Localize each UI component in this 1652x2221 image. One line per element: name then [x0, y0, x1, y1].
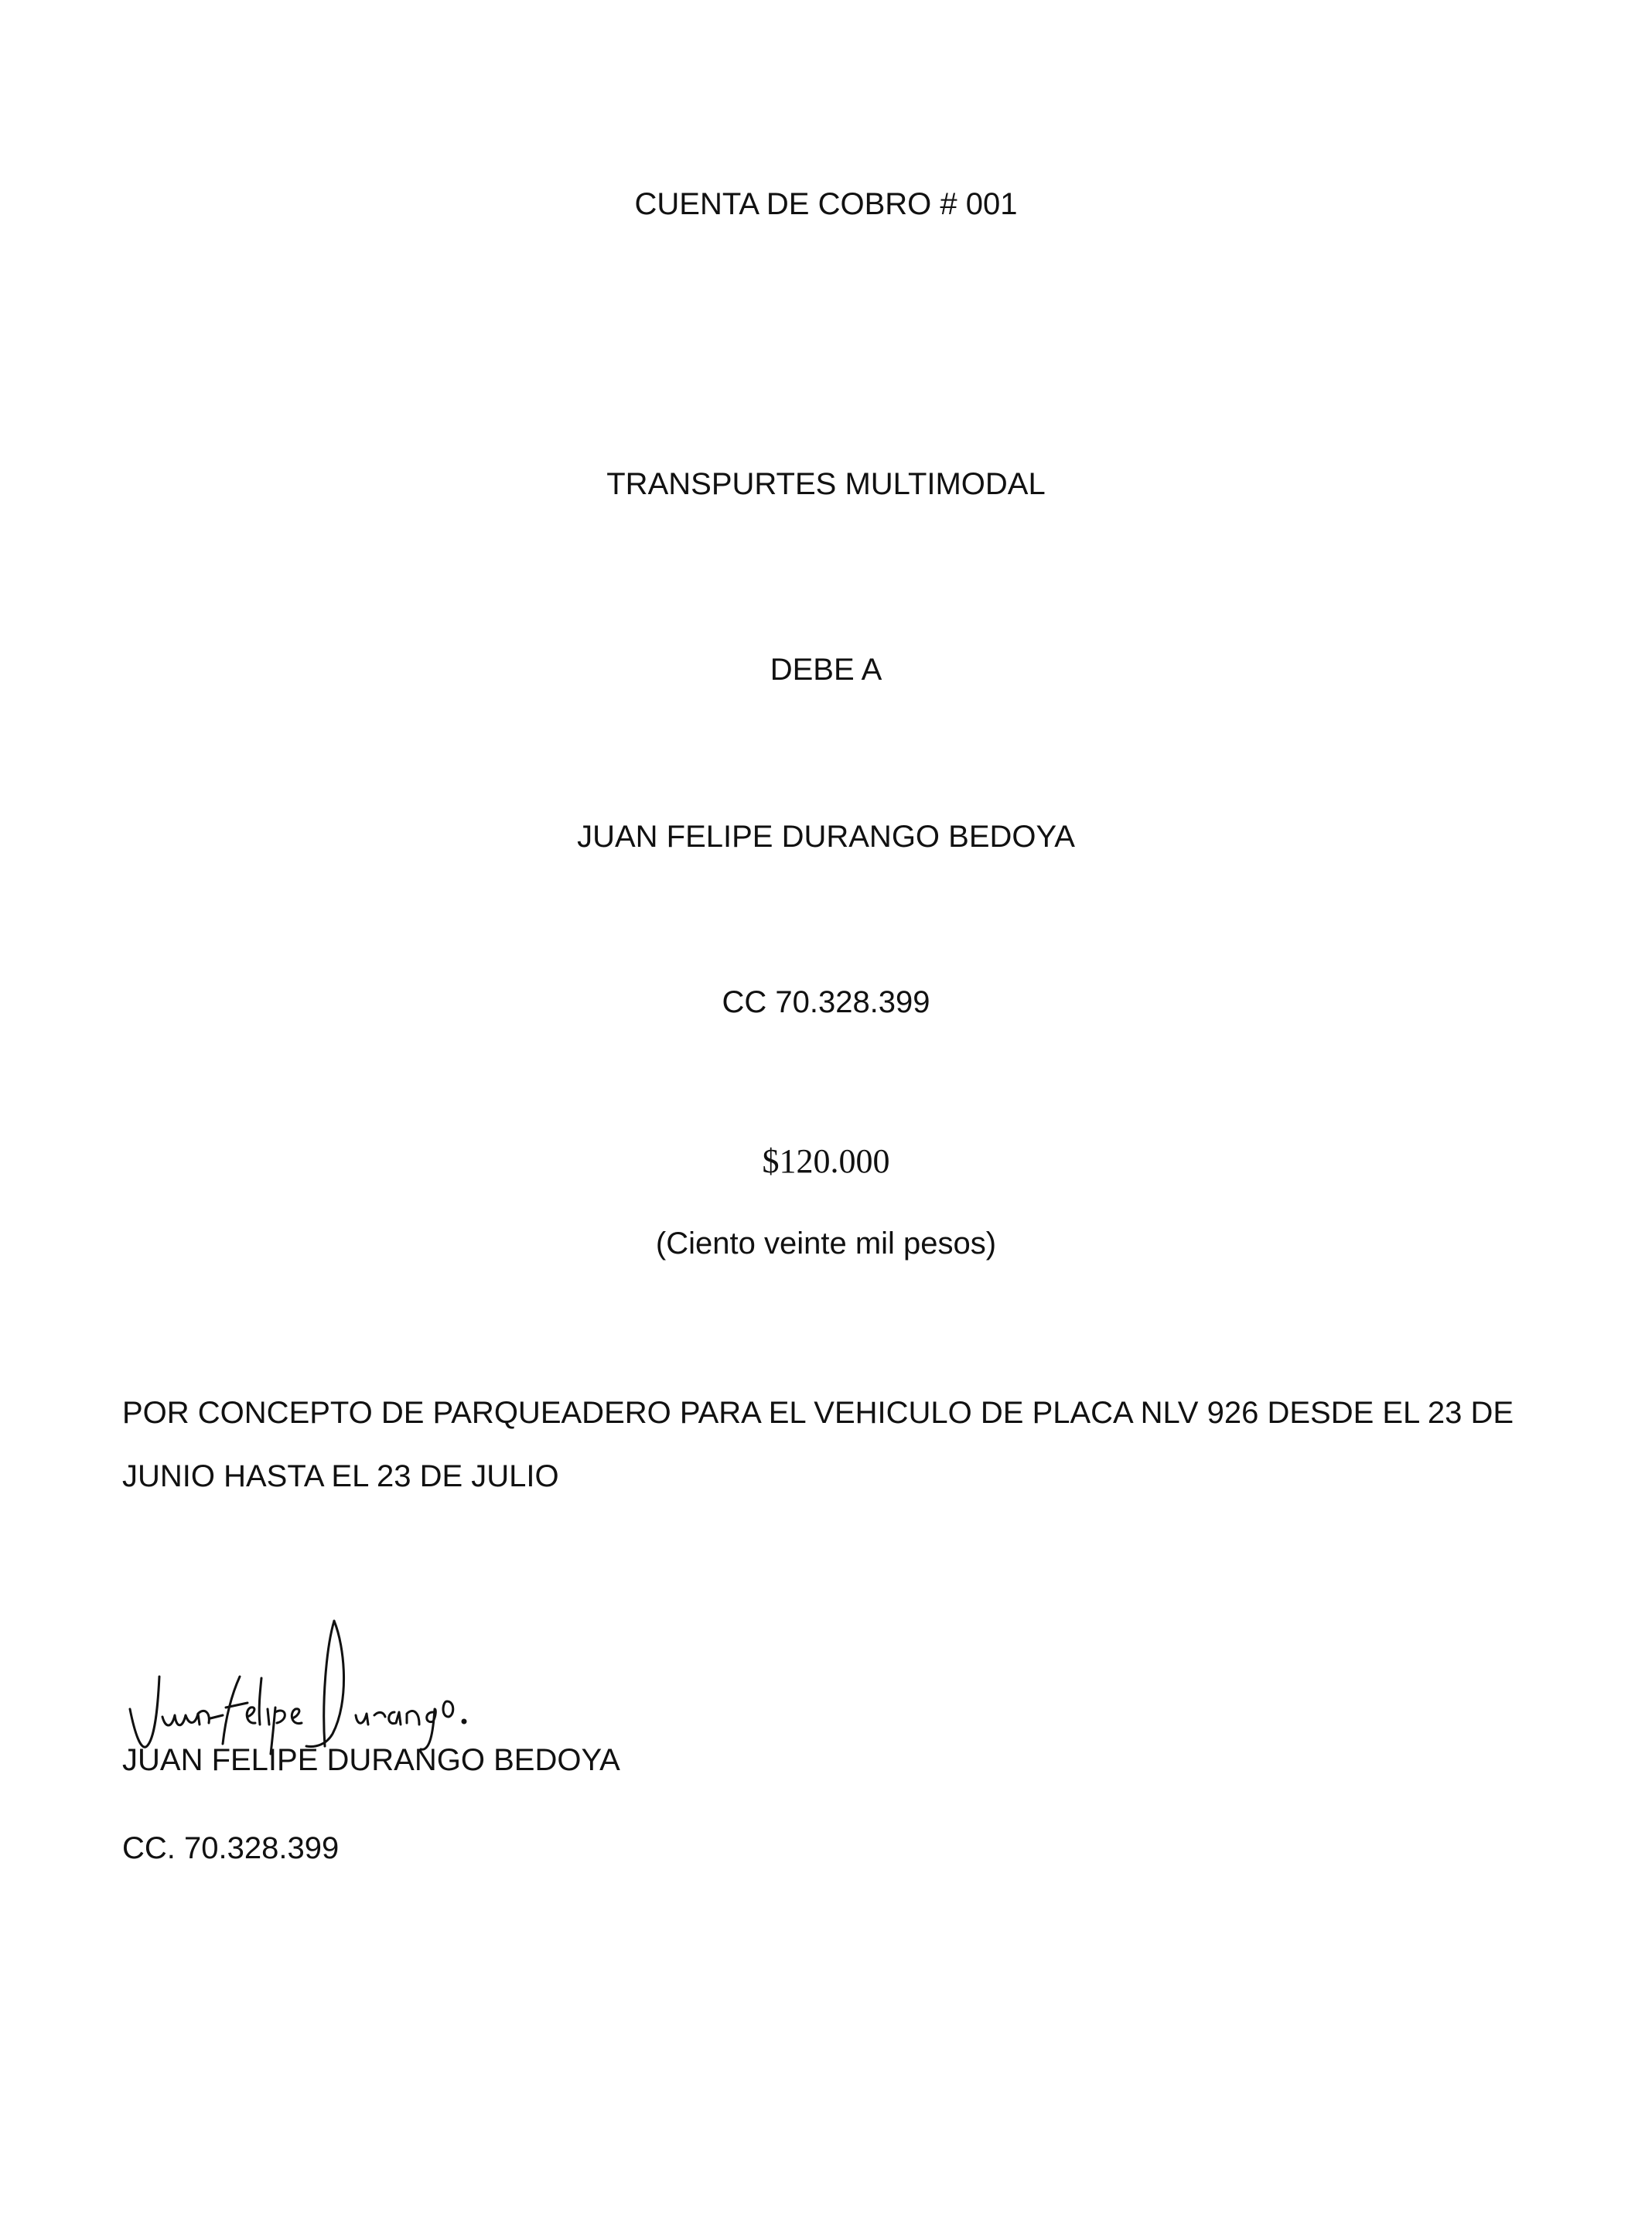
document-title: CUENTA DE COBRO # 001 — [634, 187, 1018, 221]
amount-in-words: (Ciento veinte mil pesos) — [655, 1226, 997, 1261]
debtor-company: TRANSPURTES MULTIMODAL — [606, 467, 1046, 501]
creditor-name: JUAN FELIPE DURANGO BEDOYA — [577, 820, 1075, 854]
concept-paragraph: POR CONCEPTO DE PARQUEADERO PARA EL VEHICULO DE PLACA NLV 926 DESDE EL 23 DE JUNIO HASTA EL 23 DE JULIO — [122, 1396, 1514, 1493]
signer-name: JUAN FELIPE DURANGO BEDOYA — [122, 1743, 620, 1777]
signer-id: CC. 70.328.399 — [122, 1831, 340, 1865]
creditor-id: CC 70.328.399 — [722, 985, 930, 1019]
amount: $120.000 — [762, 1142, 890, 1180]
owes-to-label: DEBE A — [770, 653, 882, 687]
